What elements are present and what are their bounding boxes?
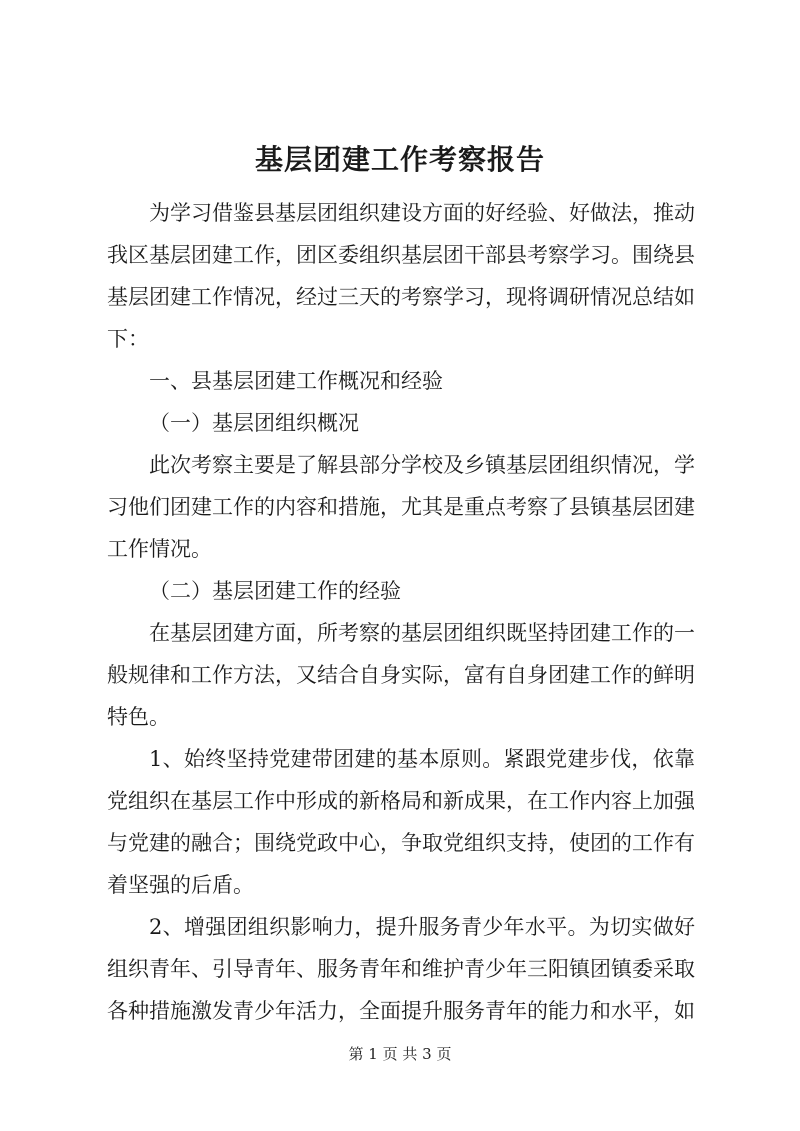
subsection-heading-1: （一）基层团组织概况	[149, 411, 359, 435]
point-2-paragraph: 2、增强团组织影响力，提升服务青少年水平。为切实做好组织青年、引导青年、服务青年和维护青少年三阳镇团镇委采取各种措施激发青少年活力，全面提升服务青年的能力和水平，如	[107, 915, 695, 1023]
overview-paragraph: 此次考察主要是了解县部分学校及乡镇基层团组织情况，学习他们团建工作的内容和措施，尤其是重点考察了县镇基层团建工作情况。	[107, 453, 695, 561]
page-footer: 第 1 页 共 3 页	[348, 1045, 452, 1063]
point-1-paragraph: 1、始终坚持党建带团建的基本原则。紧跟党建步伐，依靠党组织在基层工作中形成的新格局和新成果，在工作内容上加强与党建的融合；围绕党政中心，争取党组织支持，使团的工作有着坚强的后盾。	[107, 747, 695, 897]
experience-paragraph: 在基层团建方面，所考察的基层团组织既坚持团建工作的一般规律和工作方法，又结合自身实际，富有自身团建工作的鲜明特色。	[107, 621, 695, 729]
document-title: 基层团建工作考察报告	[254, 143, 545, 176]
section-heading-1: 一、县基层团建工作概况和经验	[149, 369, 443, 393]
intro-paragraph: 为学习借鉴县基层团组织建设方面的好经验、好做法，推动我区基层团建工作，团区委组织基层团干部县考察学习。围绕县基层团建工作情况，经过三天的考察学习，现将调研情况总结如下：	[107, 201, 695, 351]
document-body	[107, 192, 695, 1032]
subsection-heading-2: （二）基层团建工作的经验	[149, 579, 401, 603]
